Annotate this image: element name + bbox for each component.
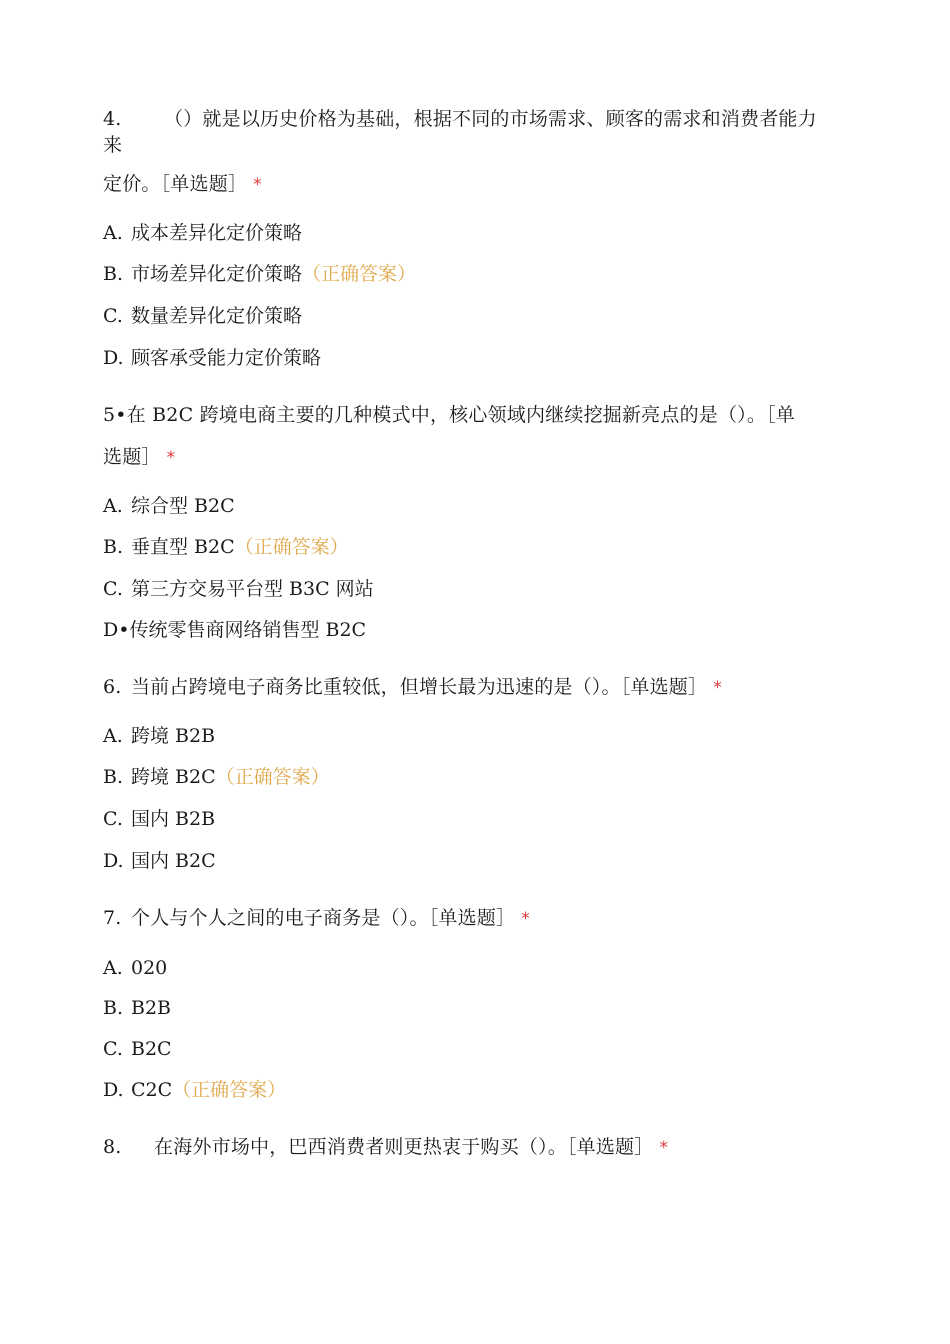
required-asterisk: * <box>521 909 530 929</box>
option-text: 成本差异化定价策略 <box>131 222 303 244</box>
option-7c[interactable] <box>103 1036 172 1062</box>
option-letter: A. <box>103 957 123 979</box>
option-7a[interactable] <box>103 955 167 981</box>
option-6b[interactable] <box>103 764 330 790</box>
option-6c[interactable] <box>103 806 215 832</box>
question-number: 5• <box>103 404 127 426</box>
option-text: 传统零售商网络销售型 B2C <box>129 619 367 641</box>
correct-answer-mark: （正确答案） <box>234 536 349 558</box>
option-text: 第三方交易平台型 B3C 网站 <box>131 578 374 600</box>
option-text: 跨境 B2C <box>131 766 216 788</box>
question-text: 选题］ <box>103 446 161 468</box>
required-asterisk: * <box>713 678 722 698</box>
correct-answer-mark: （正确答案） <box>215 766 330 788</box>
option-text: 综合型 B2C <box>131 495 235 517</box>
question-5-line-2 <box>103 444 175 471</box>
option-4d[interactable] <box>103 345 321 371</box>
option-letter: D• <box>103 619 130 641</box>
question-number: 6. <box>103 676 122 698</box>
question-text: （）就是以历史价格为基础，根据不同的市场需求、顾客的需求和消费者能力 <box>164 108 817 130</box>
option-text: 顾客承受能力定价策略 <box>131 347 322 369</box>
option-7b[interactable] <box>103 995 171 1021</box>
option-6a[interactable] <box>103 723 215 749</box>
option-letter: B. <box>103 766 124 788</box>
option-7d[interactable] <box>103 1077 286 1103</box>
required-asterisk: * <box>659 1138 669 1158</box>
option-5a[interactable] <box>103 493 235 519</box>
question-4-line-2 <box>103 132 122 158</box>
question-5-line-1 <box>103 402 795 428</box>
question-number: 8. <box>103 1136 122 1158</box>
option-letter: D. <box>103 850 124 872</box>
option-text: 跨境 B2B <box>131 725 216 747</box>
question-4-line-1 <box>103 106 817 132</box>
question-8-line-1 <box>103 1134 668 1161</box>
question-number: 4. <box>103 108 122 130</box>
required-asterisk: * <box>253 175 262 195</box>
question-4-line-3 <box>103 171 262 198</box>
question-text: 来 <box>103 134 123 156</box>
option-6d[interactable] <box>103 848 216 874</box>
option-letter: D. <box>103 347 124 369</box>
option-text: 数量差异化定价策略 <box>131 305 303 327</box>
option-text: 国内 B2B <box>131 808 216 830</box>
option-text: C2C <box>131 1079 173 1101</box>
correct-answer-mark: （正确答案） <box>172 1079 287 1101</box>
question-text: 在海外市场中，巴西消费者则更热衷于购买（）。［单选题］ <box>154 1136 654 1158</box>
option-text: 垂直型 B2C <box>131 536 235 558</box>
question-6-line-1 <box>103 674 722 701</box>
option-letter: C. <box>103 305 123 327</box>
option-text: B2B <box>131 997 172 1019</box>
option-4c[interactable] <box>103 303 302 329</box>
option-letter: C. <box>103 808 123 830</box>
option-4b[interactable] <box>103 261 416 287</box>
option-text: 020 <box>131 957 168 979</box>
option-text: B2C <box>131 1038 172 1060</box>
option-letter: B. <box>103 997 124 1019</box>
option-letter: A. <box>103 495 123 517</box>
option-letter: B. <box>103 263 124 285</box>
option-5d[interactable] <box>103 617 366 643</box>
correct-answer-mark: （正确答案） <box>302 263 417 285</box>
option-text: 国内 B2C <box>131 850 216 872</box>
option-letter: C. <box>103 578 123 600</box>
option-letter: C. <box>103 1038 123 1060</box>
option-letter: A. <box>103 222 123 244</box>
question-number: 7. <box>103 907 122 929</box>
option-letter: B. <box>103 536 124 558</box>
question-text: 定价。［单选题］ <box>103 173 248 195</box>
question-text: 个人与个人之间的电子商务是（）。［单选题］ <box>131 907 516 929</box>
required-asterisk: * <box>166 448 176 468</box>
question-text: 在 B2C 跨境电商主要的几种模式中，核心领域内继续挖掘新亮点的是（）。［单 <box>126 404 795 426</box>
question-text: 当前占跨境电子商务比重较低，但增长最为迅速的是（）。［单选题］ <box>131 676 708 698</box>
option-text: 市场差异化定价策略 <box>131 263 303 285</box>
option-letter: A. <box>103 725 123 747</box>
option-letter: D. <box>103 1079 124 1101</box>
option-4a[interactable] <box>103 220 302 246</box>
option-5b[interactable] <box>103 534 349 560</box>
option-5c[interactable] <box>103 576 374 602</box>
question-7-line-1 <box>103 905 530 932</box>
